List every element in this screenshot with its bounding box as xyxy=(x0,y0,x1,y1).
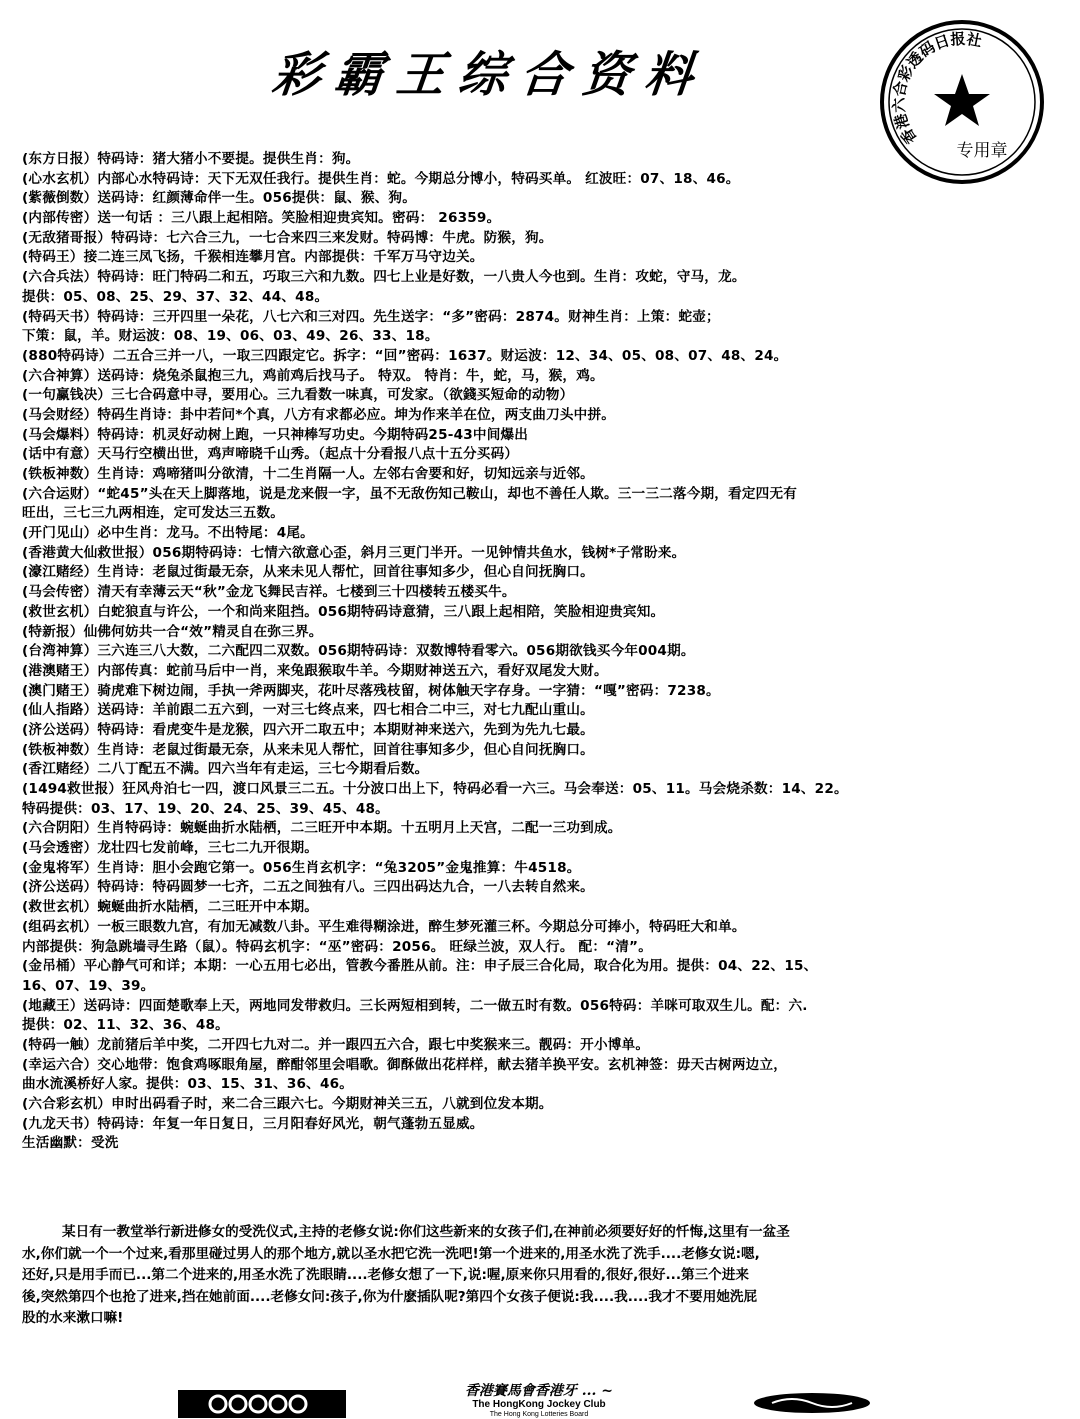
info-line: (台湾神算）三六连三八大数，二六配四二双数。056期特码诗：双数博特看零六。056期欲钱买今年004期。 xyxy=(22,643,695,660)
info-line: (六合阴阳）生肖特码诗：蜿蜒曲折水陆栖，二三旺开中本期。十五明月上天宫，二配一三功到成。 xyxy=(22,820,622,837)
info-line: (组码玄机）一板三眼数九宫，有加无减数八卦。平生难得糊涂进，醉生梦死灌三杯。今期总分可捧小，特码旺大和单。 xyxy=(22,918,746,935)
info-line: (六合兵法）特码诗：旺门特码二和五，巧取三六和九数。四七上业是好数，一八贵人今也到。生肖：攻蛇，守马，龙。 xyxy=(22,269,746,286)
info-line: (济公送码）特码诗：看虎变牛是龙猴，四六开二取五中；本期财神来送六，先到为先九七最。 xyxy=(22,721,594,738)
info-line: (金鬼将军）生肖诗：胆小会跑它第一。056生肖玄机字：“兔3205”金鬼推算：牛4518。 xyxy=(22,859,581,876)
page-title: 彩霸王综合资料 xyxy=(269,47,710,103)
info-line: 下策：鼠，羊。财运波：08、19、06、03、49、26、33、18。 xyxy=(22,328,439,345)
info-line: (马会爆料）特码诗：机灵好动树上跑，一只神棒写功史。今期特码25-43中间爆出 xyxy=(22,426,529,443)
info-line: (港澳赌王）内部传真：蛇前马后中一肖，来兔跟猴取牛羊。今期财神送五六，看好双尾发大财。 xyxy=(22,662,608,679)
info-line: (六合运财）“蛇45”头在天上脚落地，说是龙来假一字，虽不无敌伤知己鞍山，却也不善任人欺。三一三二落今期，看定四无有 xyxy=(22,485,798,502)
info-line: (话中有意）天马行空横出世，鸡声啼晓千山秀。（起点十分看报八点十五分买码） xyxy=(22,446,519,463)
seal-center-text: 专用章 xyxy=(956,141,1008,161)
info-line: (铁板神数）生肖诗：鸡啼猪叫分欲清，十二生肖隔一人。左邻右舍要和好，切知远亲与近邻。 xyxy=(22,466,594,482)
info-line: (马会财经）特码生肖诗：卦中若问*个真，八方有求都必应。坤为作来羊在位，两支曲刀头中拼。 xyxy=(22,406,616,423)
info-line: (救世玄机）白蛇狼直与许公，一个和尚来阻挡。056期特码诗意猜，三八跟上起相陪，笑脸相迎贵宾知。 xyxy=(22,603,665,620)
info-line: (内部传密）送一句话 ：三八跟上起相陪。笑脸相迎贵宾知。密码： 26359。 xyxy=(22,210,501,227)
info-line: (六合彩玄机）申时出码看子时，来二合三跟六七。今期财神关三五，八就到位发本期。 xyxy=(22,1096,553,1112)
info-line: (救世玄机）蜿蜒曲折水陆栖，二三旺开中本期。 xyxy=(22,899,319,916)
info-line: (香江赌经）二八丁配五不满。四六当年有走运，三七今期看后数。 xyxy=(22,761,429,778)
info-line: (心水玄机）内部心水特码诗：天下无双任我行。提供生肖：蛇。今期总分博小，特码买单。 红波旺：07、18、46。 xyxy=(22,170,740,187)
footer-english-subname: The Hong Kong Lotteries Board xyxy=(489,1411,589,1418)
footer-chinese-name: 香港賽馬會香港牙 ... ~ xyxy=(464,1383,614,1399)
info-line: (铁板神数）生肖诗：老鼠过街最无奈，从来未见人帮忙，回首往事知多少，但心自问抚胸口。 xyxy=(22,741,594,758)
joke-line: 水,你们就一个一个过来,看那里碰过男人的那个地方,就以圣水把它洗一洗吧!第一个进来的,用圣水洗了洗手....老修女说:嗯, xyxy=(22,1245,760,1262)
info-line: (幸运六合）交心地带：饱食鸡啄眼角屋，醉酣邻里会唱歌。御酥做出花样样，献去猪羊换平安。玄机神签：毋天古树两边立， xyxy=(22,1056,788,1073)
info-line: 曲水流溪桥好人家。提供：03、15、31、36、46。 xyxy=(22,1076,354,1093)
info-line: (马会传密）清天有幸薄云天“秋”金龙飞舞民吉祥。七楼到三十四楼转五楼买牛。 xyxy=(22,584,516,601)
info-line: (特码王）接二连三凤飞扬，千猴相连攀月宫。内部提供：千军万马守边关。 xyxy=(22,249,484,266)
info-line: 内部提供：狗急跳墙寻生路（鼠）。特码玄机字：“巫”密码：2056。 旺绿兰波，双人行。 配：“清”。 xyxy=(22,938,652,955)
joke-line: 後,突然第四个也抢了进来,挡在她前面....老修女问:孩子,你为什麽插队呢?第四个女孩子便说:我....我....我才不要用她洗屁 xyxy=(22,1288,758,1305)
info-line: (濠江赌经）生肖诗：老鼠过街最无奈，从来未见人帮忙，回首往事知多少，但心自问抚胸口。 xyxy=(22,564,594,581)
info-line: (特码天书）特码诗：三开四里一朵花，八七六和三对四。先生送字：“多”密码：2874。财神生肖：上策：蛇壶； xyxy=(22,308,720,325)
svg-text:香港六合彩透码日报社 xyxy=(878,18,1009,149)
info-line: (澳门赌王）骑虎难下树边闹，手执一斧两脚夹，花叶尽落残枝留，树体触天字存身。一字猜：“嘎”密码：7238。 xyxy=(22,682,720,699)
info-line: (开门见山）必中生肖：龙马。不出特尾：4尾。 xyxy=(22,525,314,542)
info-list xyxy=(22,150,1062,1154)
joke-line: 某日有一教堂举行新进修女的受洗仪式,主持的老修女说:你们这些新来的女孩子们,在神前必须要好好的忏悔,这里有一盆圣 xyxy=(62,1224,790,1240)
info-line: (东方日报）特码诗：猪大猪小不要提。提供生肖：狗。 xyxy=(22,151,360,167)
footer-english-name: The HongKong Jockey Club xyxy=(472,1399,606,1410)
info-line: (紫薇倒数）送码诗：红颜薄命伴一生。056提供：鼠、猴、狗。 xyxy=(22,190,417,207)
info-line: (金吊桶）平心静气可和详；本期：一心五用七必出，管教今番胜从前。注：申子辰三合化局，取合化为用。提供：04、22、15、 xyxy=(22,958,818,975)
info-line: 旺出，三七三九两相连，定可发达三五数。 xyxy=(22,505,285,522)
info-line: (六合神算）送码诗：烧兔杀鼠抱三九，鸡前鸡后找马子。 特双。 特肖：牛，蛇，马，猴，鸡。 xyxy=(22,367,604,384)
info-line: (香港黄大仙救世报）056期特码诗：七情六欲意心歪，斜月三更门半开。一见钟情共鱼水，钱树*子常盼来。 xyxy=(22,544,686,561)
info-line: (马会透密）龙壮四七发前峰，三七二九开很期。 xyxy=(22,840,319,857)
info-line: (地藏王）送码诗：四面楚歌奉上天，两地同发带救归。三长两短相到转，二一做五时有数。056特码：羊咪可取双生儿。配：六. xyxy=(22,997,808,1014)
info-line: (特新报）仙佛何妨共一合“效”精灵自在弥三界。 xyxy=(22,623,323,640)
info-line: (880特码诗）二五合三并一八，一取三四跟定它。拆字：“回”密码：1637。财运波：12、34、05、08、07、48、24。 xyxy=(22,347,788,364)
seal-ring-text: 香港六合彩透码日报社 xyxy=(889,29,984,148)
info-line: (无敌猪哥报）特码诗：七六合三九，一七合来四三来发财。特码博：牛虎。防猴，狗。 xyxy=(22,229,553,246)
info-line: (九龙天书）特码诗：年复一年日复日，三月阳春好风光，朝气蓬勃五显威。 xyxy=(22,1115,484,1132)
footer-text-block xyxy=(374,1382,704,1419)
info-line: 特码提供：03、17、19、20、24、25、39、45、48。 xyxy=(22,800,389,817)
info-line: (一句赢钱决）三七合码意中寻，要用心。三九看数一味真，可发家。（欲錢买短命的动物） xyxy=(22,387,574,404)
joke-line: 还好,只是用手而已...第二个进来的,用圣水洗了洗眼睛....老修女想了一下,说:喔,原来你只用看的,很好,很好...第三个进来 xyxy=(22,1267,749,1283)
info-line: 提供：05、08、25、29、37、32、44、48。 xyxy=(22,288,329,305)
info-line: (济公送码）特码诗：特码圆梦一七齐，二五之间独有八。三四出码达九合，一八去转自然来。 xyxy=(22,879,594,896)
footer xyxy=(0,1380,1080,1418)
info-line: 生活幽默：受洗 xyxy=(22,1135,119,1152)
info-line: (仙人指路）送码诗：羊前跟二五六到，一对三七终点来，四七相合二中三，对七九配山重山。 xyxy=(22,702,594,719)
info-line: (特码一触）龙前猪后羊中奖，二开四七九对二。并一跟四五六合，跟七中奖猴来三。靓码：开小博单。 xyxy=(22,1036,650,1053)
info-line: 16、07、19、39。 xyxy=(22,977,155,994)
joke-line: 股的水来漱口嘛! xyxy=(22,1310,124,1326)
jockey-club-logo-icon xyxy=(752,1392,872,1414)
info-line: (1494救世报）狂风舟泊七一四，渡口风景三二五。十分波口出上下，特码必看一六三。马会奉送：05、11。马会烧杀数：14、22。 xyxy=(22,781,848,797)
info-line: 提供：02、11、32、36、48。 xyxy=(22,1017,229,1034)
lottery-logo-icon xyxy=(178,1390,346,1418)
joke-paragraph xyxy=(22,1222,1062,1330)
